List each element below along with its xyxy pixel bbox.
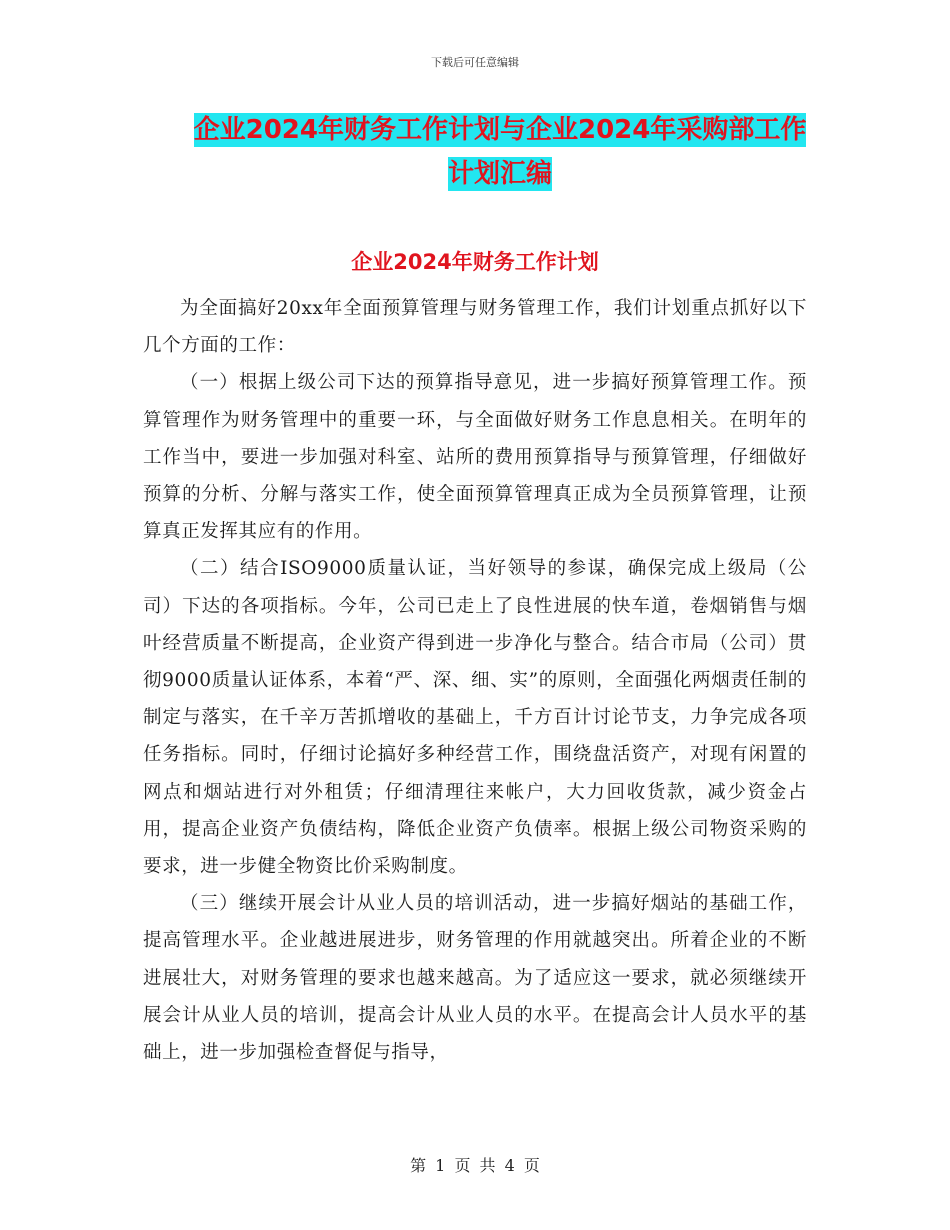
paragraph-intro: 为全面搞好20xx年全面预算管理与财务管理工作，我们计划重点抓好以下几个方面的工作：: [143, 298, 807, 357]
document-title: [150, 108, 850, 196]
paragraph-1: （一）根据上级公司下达的预算指导意见，进一步搞好预算管理工作。预算管理作为财务管理中的重要一环，与全面做好财务工作息息相关。在明年的工作当中，要进一步加强对科室、站所的费用预算指导与预算管理，仔细做好预算的分析、分解与落实工作，使全面预算管理真正成为全员预算管理，让预算真正发挥其应有的作用。: [143, 372, 807, 543]
document-title-line-2: 计划汇编: [447, 159, 552, 189]
body-text: [143, 290, 807, 1071]
section-title: 企业2024年财务工作计划: [351, 250, 599, 274]
document-title-line-1: 企业2024年财务工作计划与企业2024年采购部工作: [193, 115, 807, 145]
page-number: 第 1 页 共 4 页: [410, 1156, 540, 1175]
header-note: 下载后可任意编辑: [431, 56, 519, 69]
paragraph-2: （二）结合ISO9000质量认证，当好领导的参谋，确保完成上级局（公司）下达的各项指标。今年，公司已走上了良性进展的快车道，卷烟销售与烟叶经营质量不断提高，企业资产得到进一步净化与整合。结合市局（公司）贯彻9000质量认证体系，本着“严、深、细、实”的原则，全面强化两烟责任制的制定与落实，在千辛万苦抓增收的基础上，千方百计讨论节支，力争完成各项任务指标。同时，仔细讨论搞好多种经营工作，围绕盘活资产，对现有闲置的网点和烟站进行对外租赁；仔细清理往来帐户，大力回收货款，减少资金占用，提高企业资产负债结构，降低企业资产负债率。根据上级公司物资采购的要求，进一步健全物资比价采购制度。: [143, 558, 807, 878]
paragraph-3: （三）继续开展会计从业人员的培训活动，进一步搞好烟站的基础工作，提高管理水平。企业越进展进步，财务管理的作用就越突出。所着企业的不断进展壮大，对财务管理的要求也越来越高。为了适应这一要求，就必须继续开展会计从业人员的培训，提高会计从业人员的水平。在提高会计人员水平的基础上，进一步加强检查督促与指导，: [143, 893, 807, 1064]
